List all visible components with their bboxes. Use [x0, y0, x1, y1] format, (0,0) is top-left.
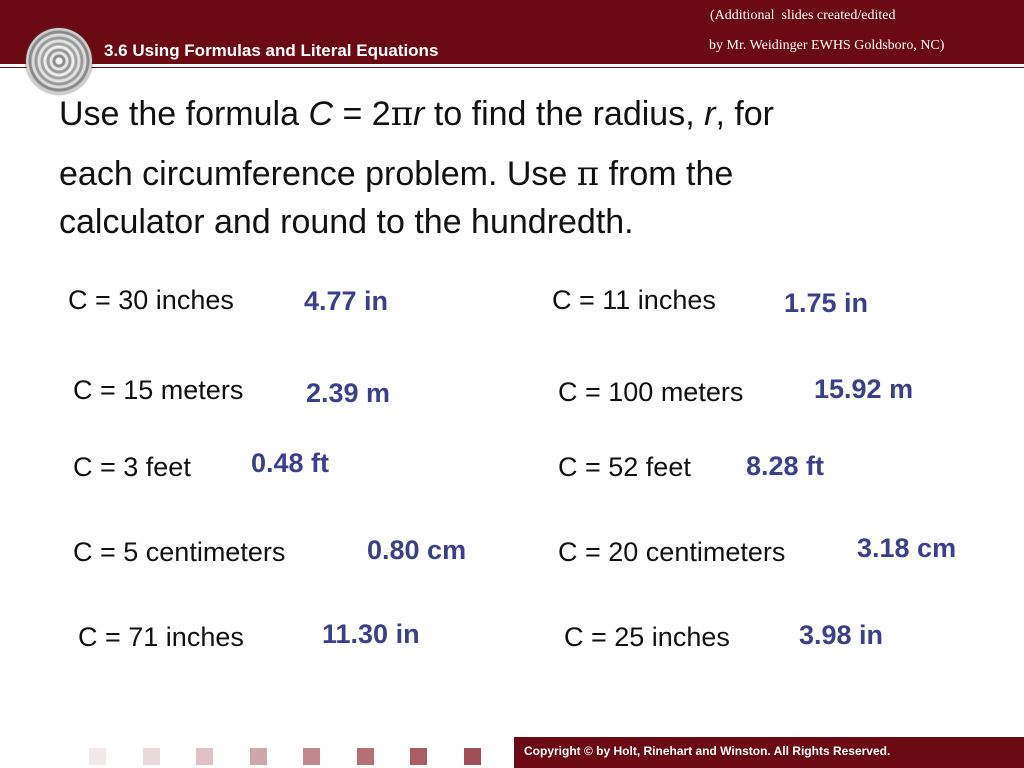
problem-answer: 1.75 in: [784, 288, 869, 318]
ripple-logo-icon: [26, 28, 92, 94]
header-divider-thin: [0, 67, 1024, 68]
problem-question: C = 20 centimeters: [558, 537, 786, 567]
problem-answer: 0.48 ft: [251, 448, 330, 478]
instr-text-5: from the: [599, 155, 734, 193]
problem-answer: 11.30 in: [322, 619, 420, 649]
credit-line-1: (Additional slides created/edited: [710, 8, 896, 23]
decor-square: [196, 748, 213, 765]
problem-question: C = 25 inches: [564, 622, 730, 652]
problem-answer: 4.77 in: [304, 286, 389, 316]
instr-text-2: to find the radius,: [424, 95, 705, 133]
decor-square: [464, 748, 481, 765]
formula-r: r: [413, 95, 425, 133]
problem-answer: 0.80 cm: [367, 535, 467, 565]
var-r: r: [704, 95, 716, 133]
instructions-line-1: [59, 86, 959, 142]
decor-square: [303, 748, 320, 765]
instr-text-3: , for: [715, 95, 775, 133]
formula-c: C: [308, 95, 334, 133]
decor-square: [250, 748, 267, 765]
problem-question: C = 3 feet: [73, 452, 191, 482]
problem-answer: 8.28 ft: [746, 451, 825, 481]
decor-square: [143, 748, 160, 765]
header-divider: [0, 64, 1024, 66]
formula-pi: π: [390, 94, 414, 134]
decor-square: [89, 748, 106, 765]
instr-text-1: Use the formula: [59, 95, 309, 133]
problem-question: C = 15 meters: [73, 375, 244, 405]
instructions: [59, 86, 959, 250]
problem-answer: 15.92 m: [814, 374, 914, 404]
credit-line-2: by Mr. Weidinger EWHS Goldsboro, NC): [709, 38, 945, 53]
problem-question: C = 71 inches: [78, 622, 244, 652]
decor-square: [357, 748, 374, 765]
problem-answer: 3.98 in: [799, 620, 884, 650]
problem-question: C = 5 centimeters: [73, 537, 286, 567]
problem-question: C = 30 inches: [68, 285, 234, 315]
pi-symbol: π: [576, 154, 600, 194]
problem-answer: 3.18 cm: [857, 533, 957, 563]
problem-question: C = 11 inches: [552, 285, 716, 315]
decor-square: [410, 748, 427, 765]
section-title: 3.6 Using Formulas and Literal Equations: [104, 41, 439, 60]
formula-eq: = 2: [333, 95, 391, 133]
problem-question: C = 52 feet: [558, 452, 691, 482]
instr-text-4: each circumference problem. Use: [59, 155, 577, 193]
problem-answer: 2.39 m: [306, 378, 391, 408]
copyright-text: Copyright © by Holt, Rinehart and Winston. All Rights Reserved.: [524, 744, 891, 758]
problem-question: C = 100 meters: [558, 377, 744, 407]
instructions-line-3: calculator and round to the hundredth.: [59, 203, 634, 241]
